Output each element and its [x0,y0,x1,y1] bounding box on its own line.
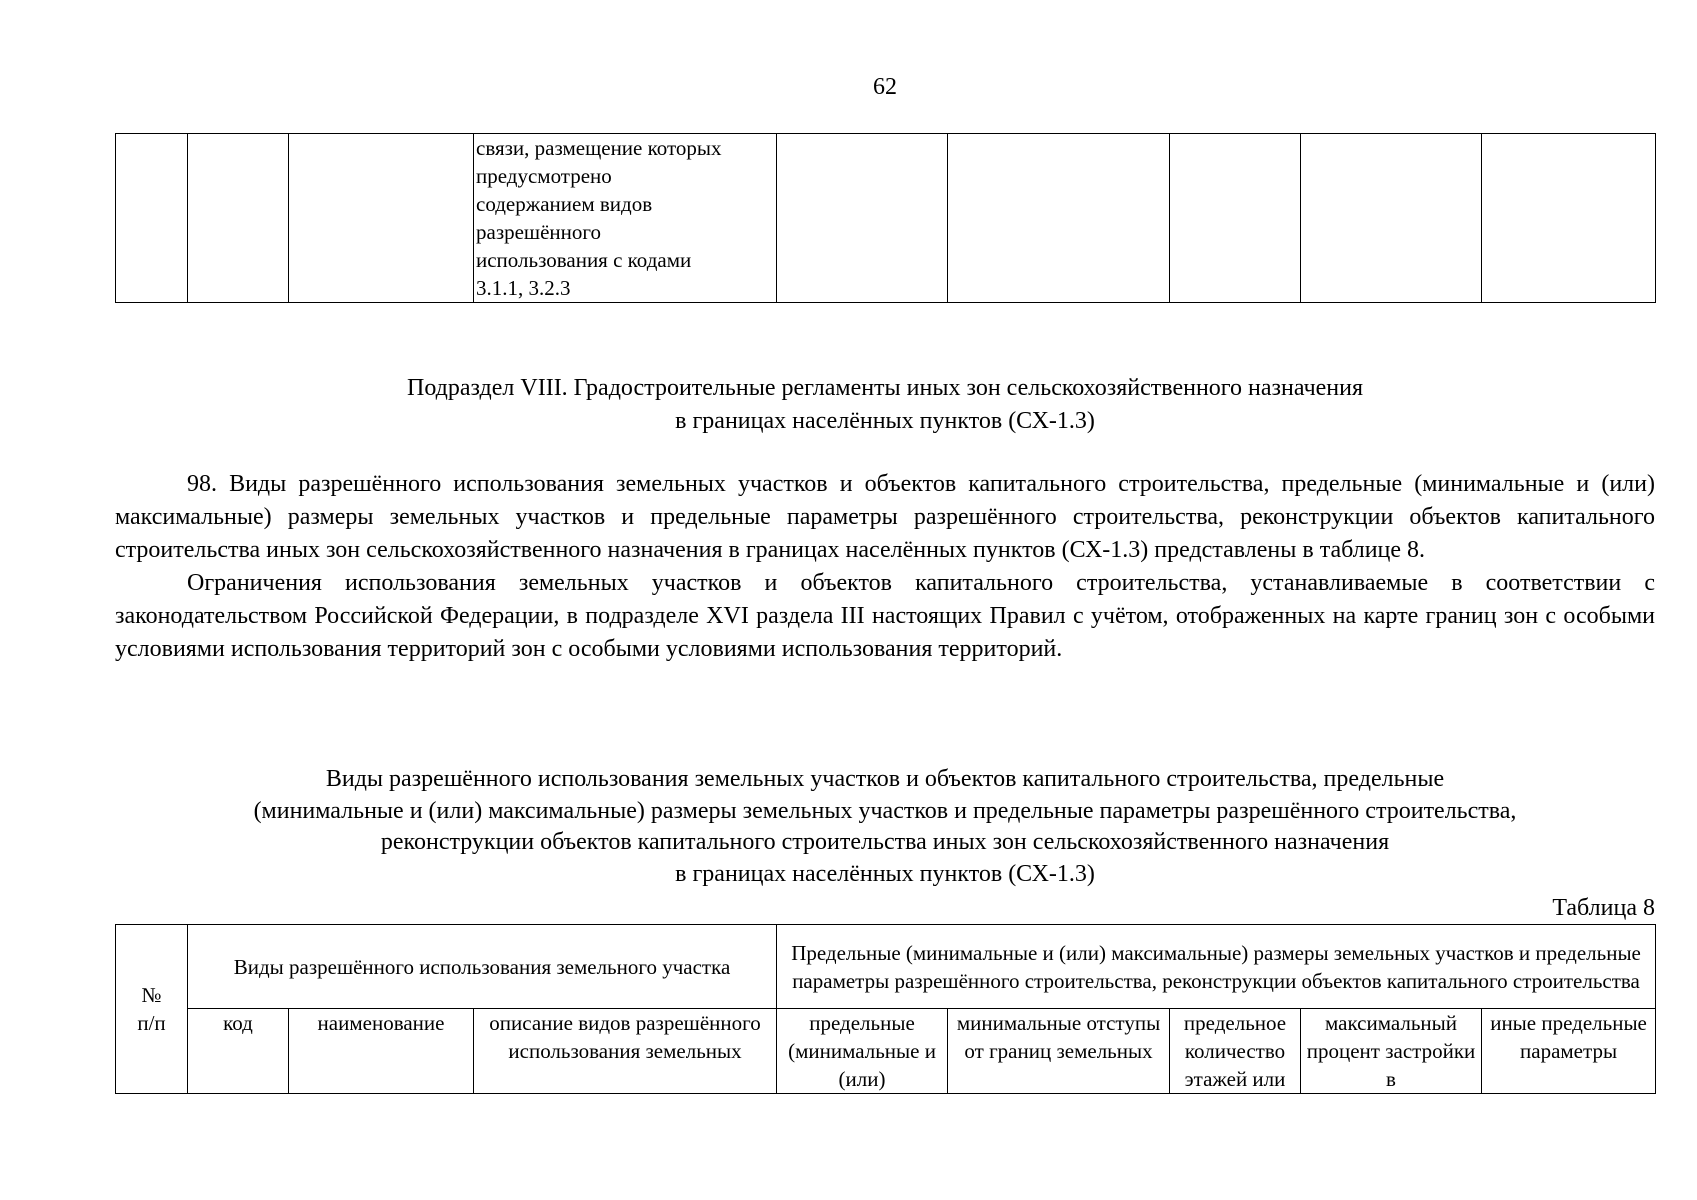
column-group-header-parameters: Предельные (минимальные и (или) максимальные) размеры земельных участков и предельные параметры разрешённого строительства, реконструкции объектов капитального строительства [777,925,1656,1009]
description-line: использования с кодами [476,248,692,272]
table-header-row [116,925,1656,1009]
column-header-limits [777,1009,948,1094]
table-cell [948,134,1170,303]
paragraph: Ограничения использования земельных участков и объектов капитального строительства, устанавливаемые в соответствии с законодательством Российской Федерации, в подразделе XVI раздела III настоящих Правил с учётом, отображенных на карте границ зон с особыми условиями использования территорий зон с особыми условиями использования территорий. [115,570,1655,662]
caption-line: (минимальные и (или) максимальные) размеры земельных участков и предельные параметры разрешённого строительства, [253,797,1517,824]
table-cell [1170,134,1301,303]
column-header-name: наименование [289,1009,474,1094]
body-text [115,468,1655,666]
page-number: 62 [873,74,897,100]
caption-line: реконструкции объектов капитального строительства иных зон сельскохозяйственного назначения [380,829,1390,855]
column-header-number-line: п/п [137,1011,166,1035]
description-line: 3.1.1, 3.2.3 [476,276,571,300]
table-cell [188,134,289,303]
section-heading-line: Подраздел VIII. Градостроительные регламенты иных зон сельскохозяйственного назначения [406,375,1364,401]
column-header-number [116,925,188,1094]
table-label: Таблица 8 [1552,895,1655,921]
column-header-floors [1170,1009,1301,1094]
column-header-description [474,1009,777,1094]
description-line: разрешённого [476,220,601,244]
description-line: содержанием видов [476,192,653,216]
table-caption [115,764,1655,890]
column-header-setbacks-text: минимальные отступы от границ земельных [956,1011,1161,1063]
column-header-other-text: иные предельные параметры [1490,1011,1647,1063]
table-row [116,134,1656,303]
paragraph: 98. Виды разрешённого использования земельных участков и объектов капитального строительства, предельные (минимальные и (или) максимальные) размеры земельных участков и предельные параметры разрешённого строительства, реконструкции объектов капитального строительства иных зон сельскохозяйственного назначения в границах населённых пунктов (СХ-1.3) представлены в таблице 8. [115,471,1655,563]
table-cell [116,134,188,303]
table-header-row [116,1009,1656,1094]
caption-line: в границах населённых пунктов (СХ-1.3) [675,860,1095,887]
table-cell [777,134,948,303]
table-cell [1482,134,1656,303]
column-header-floors-text: предельное количество этажей или [1183,1011,1287,1091]
column-group-header-land-use: Виды разрешённого использования земельного участка [188,925,777,1009]
column-header-other [1482,1009,1656,1094]
description-cell [474,134,777,303]
section-heading [115,372,1655,438]
table-cell [1301,134,1482,303]
column-header-limits-text: предельные (минимальные и (или) [788,1011,936,1091]
column-header-coverage-text: максимальный процент застройки в [1306,1011,1476,1091]
caption-line: Виды разрешённого использования земельных участков и объектов капитального строительства, предельные [325,766,1445,792]
column-header-number-line: № [141,983,162,1007]
continued-table [115,133,1656,303]
table-8 [115,924,1656,1094]
column-header-coverage [1301,1009,1482,1094]
column-header-description-text: описание видов разрешённого использования земельных [489,1011,761,1063]
table-cell [289,134,474,303]
column-header-code: код [188,1009,289,1094]
description-line: связи, размещение которых [476,136,722,160]
column-header-setbacks [948,1009,1170,1094]
section-heading-line: в границах населённых пунктов (СХ-1.3) [675,408,1095,434]
description-line: предусмотрено [476,164,612,188]
